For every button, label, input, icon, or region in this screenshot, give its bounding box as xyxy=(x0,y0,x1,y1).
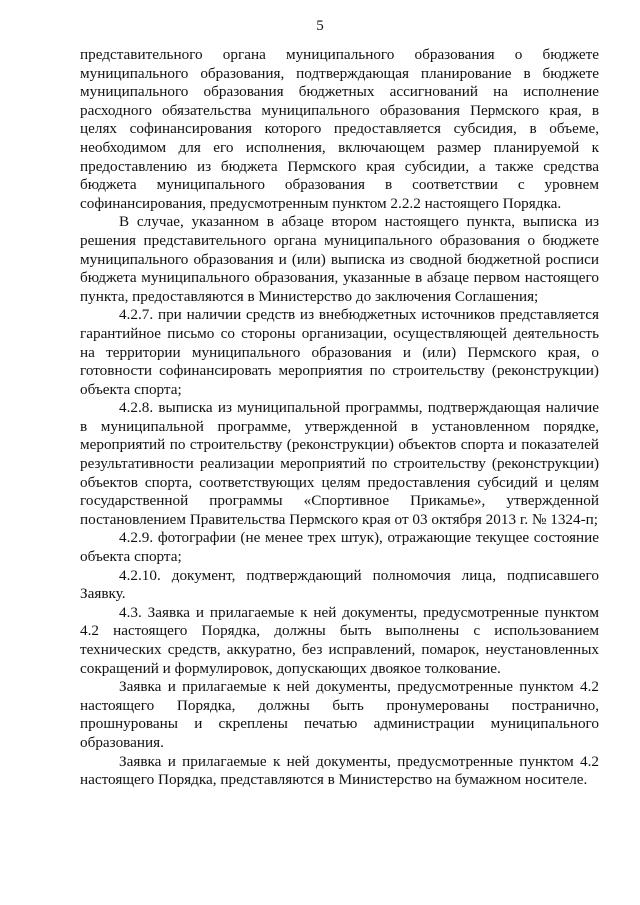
paragraph-4-2-9: 4.2.9. фотографии (не менее трех штук), отражающие текущее состояние объекта спорта; xyxy=(80,529,599,566)
paragraph-case-second-abstract: В случае, указанном в абзаце втором настоящего пункта, выписка из решения представительного органа муниципального образования о бюджете муниципального образования и (или) выписка из сводной бюджетной росписи бюджета муниципального образования, указанные в абзаце первом настоящего пункта, предоставляются в Министерство до заключения Соглашения; xyxy=(80,213,599,305)
paragraph-numbering-requirement: Заявка и прилагаемые к ней документы, предусмотренные пунктом 4.2 настоящего Порядка, должны быть пронумерованы постранично, прошнурованы и скреплены печатью администрации муниципального образования. xyxy=(80,678,599,751)
paragraph-4-2-8: 4.2.8. выписка из муниципальной программы, подтверждающая наличие в муниципальной программе, утвержденной в установленном порядке, мероприятий по строительству (реконструкции) объектов спорта и показателей результативности реализации мероприятий по строительству (реконструкции) объектов спорта, соответствующих целям предоставления субсидий и целям государственной программы «Спортивное Прикамье», утвержденной постановлением Правительства Пермского края от 03 октября 2013 г. № 1324-п; xyxy=(80,399,599,528)
paragraph-4-3: 4.3. Заявка и прилагаемые к ней документы, предусмотренные пунктом 4.2 настоящего Порядка, должны быть выполнены с использованием технических средств, аккуратно, без исправлений, помарок, неустановленных сокращений и формулировок, допускающих двоякое толкование. xyxy=(80,603,599,677)
paragraph-4-2-10: 4.2.10. документ, подтверждающий полномочия лица, подписавшего Заявку. xyxy=(80,566,599,603)
page-number: 5 xyxy=(316,18,324,34)
paragraph-4-2-7: 4.2.7. при наличии средств из внебюджетных источников представляется гарантийное письмо со стороны организации, осуществляющей деятельность на территории муниципального образования и (или) Пермского края, о готовности софинансировать мероприятия по строительству (реконструкции) объекта спорта; xyxy=(80,306,599,398)
document-body xyxy=(80,46,599,790)
paragraph-budget-decision-extract: представительного органа муниципального образования о бюджете муниципального образования, подтверждающая планирование в бюджете муниципального образования бюджетных ассигнований на исполнение расходного обязательства муниципального образования Пермского края, в целях софинансирования которого предоставляется субсидия, в объеме, необходимом для его исполнения, включающем размер планируемой к предоставлению из бюджета Пермского края субсидии, а также средства бюджета муниципального образования в соответствии с уровнем софинансирования, предусмотренным пунктом 2.2.2 настоящего Порядка. xyxy=(80,46,599,212)
paragraph-paper-submission: Заявка и прилагаемые к ней документы, предусмотренные пунктом 4.2 настоящего Порядка, представляются в Министерство на бумажном носителе. xyxy=(80,752,599,789)
